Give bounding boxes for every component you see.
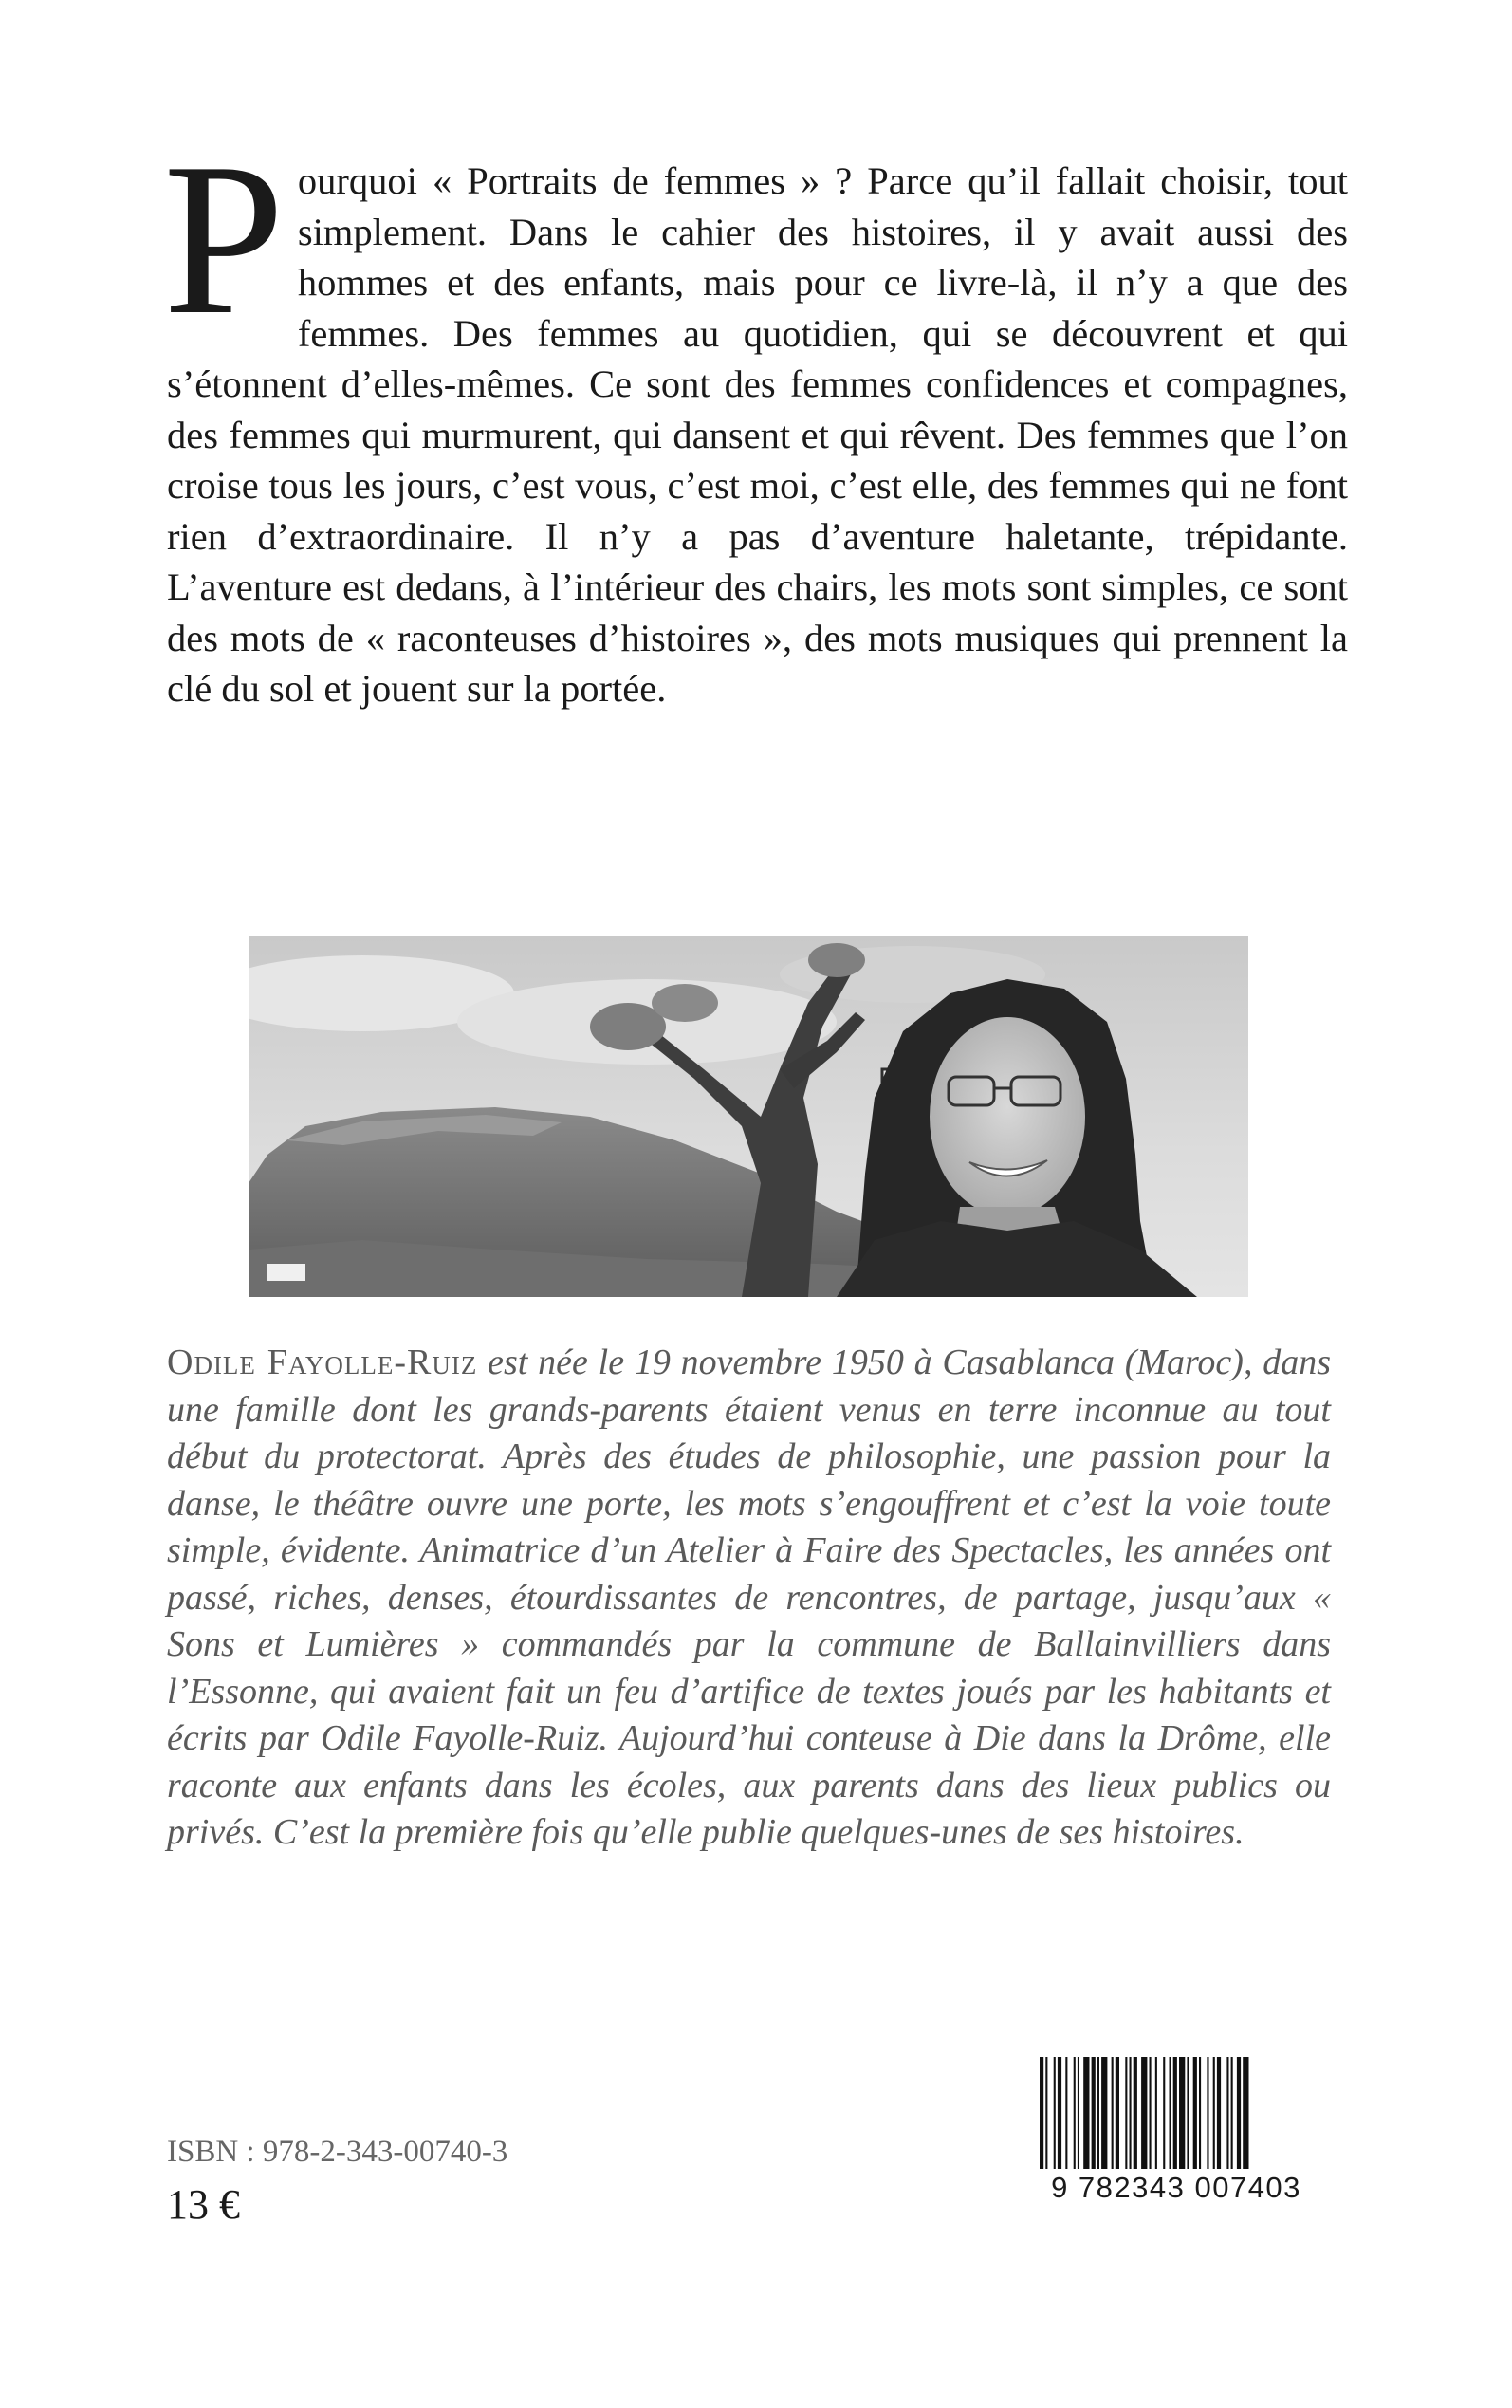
barcode-bar [1213,2057,1215,2169]
barcode-bar [1092,2057,1096,2169]
barcode-bar [1040,2057,1043,2169]
blurb-text: ourquoi « Portraits de femmes » ? Parce qu’il fallait choisir, tout simplement. Dans le cahier des histoires, il y avait aussi des hommes et des enfants, mais pour ce livre-là, il n’y a que des femmes. Des femmes au quotidien, qui se découvrent et qui s’étonnent d’elles-mêmes. Ce sont des femmes confidences et compagnes, des femmes qui murmurent, qui dansent et qui rêvent. Des femmes que l’on croise tous les jours, c’est vous, c’est moi, c’est elle, des femmes qui ne font rien d’extraordinaire. Il n’y a pas d’aventure haletante, trépidante. L’aventure est dedans, à l’intérieur des chairs, les mots sont simples, ce sont des mots de « raconteuses d’histoires », des mots musiques qui prennent la clé du sol et jouent sur la portée. [167,159,1348,710]
barcode-bar [1217,2057,1221,2169]
barcode-bar [1054,2057,1056,2169]
author-bio [167,1340,1331,1857]
barcode-bar [1237,2057,1241,2169]
barcode [1036,2057,1317,2237]
barcode-bar [1173,2057,1177,2169]
barcode-bar [1074,2057,1076,2169]
author-name: Odile Fayolle-Ruiz [167,1343,478,1382]
barcode-bar [1207,2057,1208,2169]
barcode-bar [1226,2057,1228,2169]
barcode-bar [1193,2057,1197,2169]
barcode-digits: 9 782343 007403 [1051,2171,1301,2204]
price-label: 13 € [167,2181,240,2228]
barcode-bar [1141,2057,1147,2169]
barcode-bar [1243,2057,1248,2169]
barcode-bar [1179,2057,1185,2169]
blurb-paragraph [163,118,1348,714]
barcode-bar [1125,2057,1127,2169]
author-photo [249,936,1248,1297]
barcode-bar [1163,2057,1165,2169]
barcode-bar [1097,2057,1099,2169]
barcode-bar [1101,2057,1107,2169]
barcode-bar [1112,2057,1114,2169]
drop-cap: P [163,118,285,360]
barcode-bar [1170,2057,1171,2169]
barcode-bar [1065,2057,1067,2169]
barcode-bar [1045,2057,1047,2169]
barcode-bar [1130,2057,1132,2169]
barcode-bar [1116,2057,1119,2169]
barcode-bar [1150,2057,1152,2169]
barcode-bar [1078,2057,1079,2169]
barcode-bar [1199,2057,1201,2169]
barcode-bar [1058,2057,1061,2169]
bio-text: est née le 19 novembre 1950 à Casablanca (Maroc), dans une famille dont les grands-parents étaient venus en terre inconnue au tout début du protectorat. Après des études de philosophie, une passion pour la danse, le théâtre ouvre une porte, les mots s’engouffrent et c’est la voie toute simple, évidente. Animatrice d’un Atelier à Faire des Spectacles, les années ont passé, riches, denses, étourdissantes de rencontres, de partage, jusqu’aux « Sons et Lumières » commandés par la commune de Ballainvilliers dans l’Essonne, qui avaient fait un feu d’artifice de textes joués par les habitants et écrits par Odile Fayolle-Ruiz. Aujourd’hui conteuse à Die dans la Drôme, elle raconte aux enfants dans les écoles, aux parents dans des lieux publics ou privés. C’est la première fois qu’elle publie quelques-unes de ses histoires. [167,1343,1332,1852]
isbn-label: ISBN : 978-2-343-00740-3 [167,2135,508,2169]
barcode-bar [1155,2057,1157,2169]
barcode-bar [1134,2057,1137,2169]
barcode-bar [1187,2057,1189,2169]
barcode-bar [1231,2057,1233,2169]
barcode-bar [1083,2057,1089,2169]
